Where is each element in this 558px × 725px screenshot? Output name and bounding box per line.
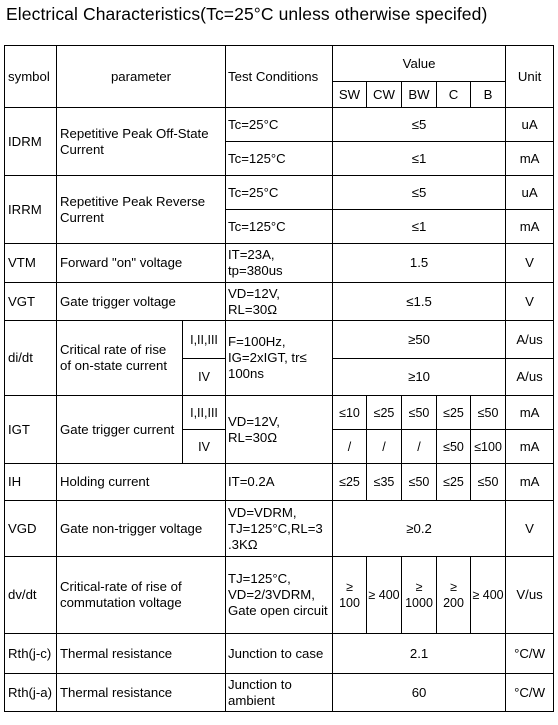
igt-symbol: IGT xyxy=(5,396,57,464)
rthjc-condition: Junction to case xyxy=(226,634,333,674)
rthjc-unit: °C/W xyxy=(506,634,554,674)
idrm-value: ≤1 xyxy=(333,142,506,176)
dvdt-value-b: ≥ 400 xyxy=(471,557,506,634)
idrm-condition: Tc=25°C xyxy=(226,108,333,142)
vgd-condition: VD=VDRM, TJ=125°C,RL=3 .3KΩ xyxy=(226,501,333,557)
irrm-value: ≤1 xyxy=(333,210,506,244)
igt-value-bw: / xyxy=(402,430,437,464)
rthja-unit: °C/W xyxy=(506,674,554,712)
dvdt-value-c: ≥ 200 xyxy=(437,557,471,634)
igt-value-c: ≤50 xyxy=(437,430,471,464)
didt-condition: F=100Hz, IG=2xIGT, tr≤ 100ns xyxy=(226,321,333,396)
vtm-unit: V xyxy=(506,244,554,283)
irrm-parameter: Repetitive Peak Reverse Current xyxy=(57,176,226,244)
irrm-value: ≤5 xyxy=(333,176,506,210)
vgt-value: ≤1.5 xyxy=(333,283,506,321)
vgd-symbol: VGD xyxy=(5,501,57,557)
dvdt-symbol: dv/dt xyxy=(5,557,57,634)
vgt-symbol: VGT xyxy=(5,283,57,321)
irrm-condition: Tc=125°C xyxy=(226,210,333,244)
idrm-parameter: Repetitive Peak Off-State Current xyxy=(57,108,226,176)
irrm-unit: uA xyxy=(506,176,554,210)
igt-unit: mA xyxy=(506,430,554,464)
didt-quadrant: I,II,III xyxy=(183,321,226,359)
header-grade-bw: BW xyxy=(402,82,437,108)
ih-value-sw: ≤25 xyxy=(333,464,367,501)
header-value: Value xyxy=(333,46,506,82)
ih-value-bw: ≤50 xyxy=(402,464,437,501)
igt-condition: VD=12V, RL=30Ω xyxy=(226,396,333,464)
igt-quadrant: I,II,III xyxy=(183,396,226,430)
vgd-unit: V xyxy=(506,501,554,557)
igt-value-sw: ≤10 xyxy=(333,396,367,430)
igt-value-c: ≤25 xyxy=(437,396,471,430)
igt-value-cw: ≤25 xyxy=(367,396,402,430)
vtm-value: 1.5 xyxy=(333,244,506,283)
page-title: Electrical Characteristics(Tc=25°C unless otherwise specifed) xyxy=(6,4,488,24)
idrm-unit: mA xyxy=(506,142,554,176)
irrm-unit: mA xyxy=(506,210,554,244)
ih-value-cw: ≤35 xyxy=(367,464,402,501)
idrm-value: ≤5 xyxy=(333,108,506,142)
igt-value-cw: / xyxy=(367,430,402,464)
didt-symbol: di/dt xyxy=(5,321,57,396)
dvdt-unit: V/us xyxy=(506,557,554,634)
rthjc-parameter: Thermal resistance xyxy=(57,634,226,674)
rthja-symbol: Rth(j-a) xyxy=(5,674,57,712)
didt-unit: A/us xyxy=(506,321,554,359)
vgd-value: ≥0.2 xyxy=(333,501,506,557)
irrm-condition: Tc=25°C xyxy=(226,176,333,210)
igt-parameter: Gate trigger current xyxy=(57,396,183,464)
ih-condition: IT=0.2A xyxy=(226,464,333,501)
didt-value: ≥50 xyxy=(333,321,506,359)
igt-unit: mA xyxy=(506,396,554,430)
irrm-symbol: IRRM xyxy=(5,176,57,244)
header-symbol: symbol xyxy=(5,46,57,108)
header-test-conditions: Test Conditions xyxy=(226,46,333,108)
dvdt-value-bw: ≥ 1000 xyxy=(402,557,437,634)
dvdt-value-sw: ≥ 100 xyxy=(333,557,367,634)
igt-value-bw: ≤50 xyxy=(402,396,437,430)
vgt-condition: VD=12V, RL=30Ω xyxy=(226,283,333,321)
ih-symbol: IH xyxy=(5,464,57,501)
electrical-characteristics-table xyxy=(4,45,554,712)
rthjc-symbol: Rth(j-c) xyxy=(5,634,57,674)
rthjc-value: 2.1 xyxy=(333,634,506,674)
vtm-parameter: Forward "on" voltage xyxy=(57,244,226,283)
idrm-condition: Tc=125°C xyxy=(226,142,333,176)
idrm-unit: uA xyxy=(506,108,554,142)
vgt-unit: V xyxy=(506,283,554,321)
didt-unit: A/us xyxy=(506,359,554,396)
ih-parameter: Holding current xyxy=(57,464,226,501)
vgt-parameter: Gate trigger voltage xyxy=(57,283,226,321)
header-parameter: parameter xyxy=(57,46,226,108)
didt-quadrant: IV xyxy=(183,359,226,396)
ih-value-b: ≤50 xyxy=(471,464,506,501)
header-grade-cw: CW xyxy=(367,82,402,108)
igt-value-b: ≤100 xyxy=(471,430,506,464)
dvdt-value-cw: ≥ 400 xyxy=(367,557,402,634)
header-grade-c: C xyxy=(437,82,471,108)
vtm-condition: IT=23A, tp=380us xyxy=(226,244,333,283)
header-grade-sw: SW xyxy=(333,82,367,108)
igt-quadrant: IV xyxy=(183,430,226,464)
vgd-parameter: Gate non-trigger voltage xyxy=(57,501,226,557)
ih-value-c: ≤25 xyxy=(437,464,471,501)
dvdt-condition: TJ=125°C, VD=2/3VDRM, Gate open circuit xyxy=(226,557,333,634)
header-grade-b: B xyxy=(471,82,506,108)
rthja-value: 60 xyxy=(333,674,506,712)
didt-value: ≥10 xyxy=(333,359,506,396)
header-unit: Unit xyxy=(506,46,554,108)
idrm-symbol: IDRM xyxy=(5,108,57,176)
igt-value-sw: / xyxy=(333,430,367,464)
vtm-symbol: VTM xyxy=(5,244,57,283)
rthja-condition: Junction to ambient xyxy=(226,674,333,712)
didt-parameter: Critical rate of rise of on-state current xyxy=(57,321,183,396)
ih-unit: mA xyxy=(506,464,554,501)
rthja-parameter: Thermal resistance xyxy=(57,674,226,712)
igt-value-b: ≤50 xyxy=(471,396,506,430)
dvdt-parameter: Critical-rate of rise of commutation voltage xyxy=(57,557,226,634)
